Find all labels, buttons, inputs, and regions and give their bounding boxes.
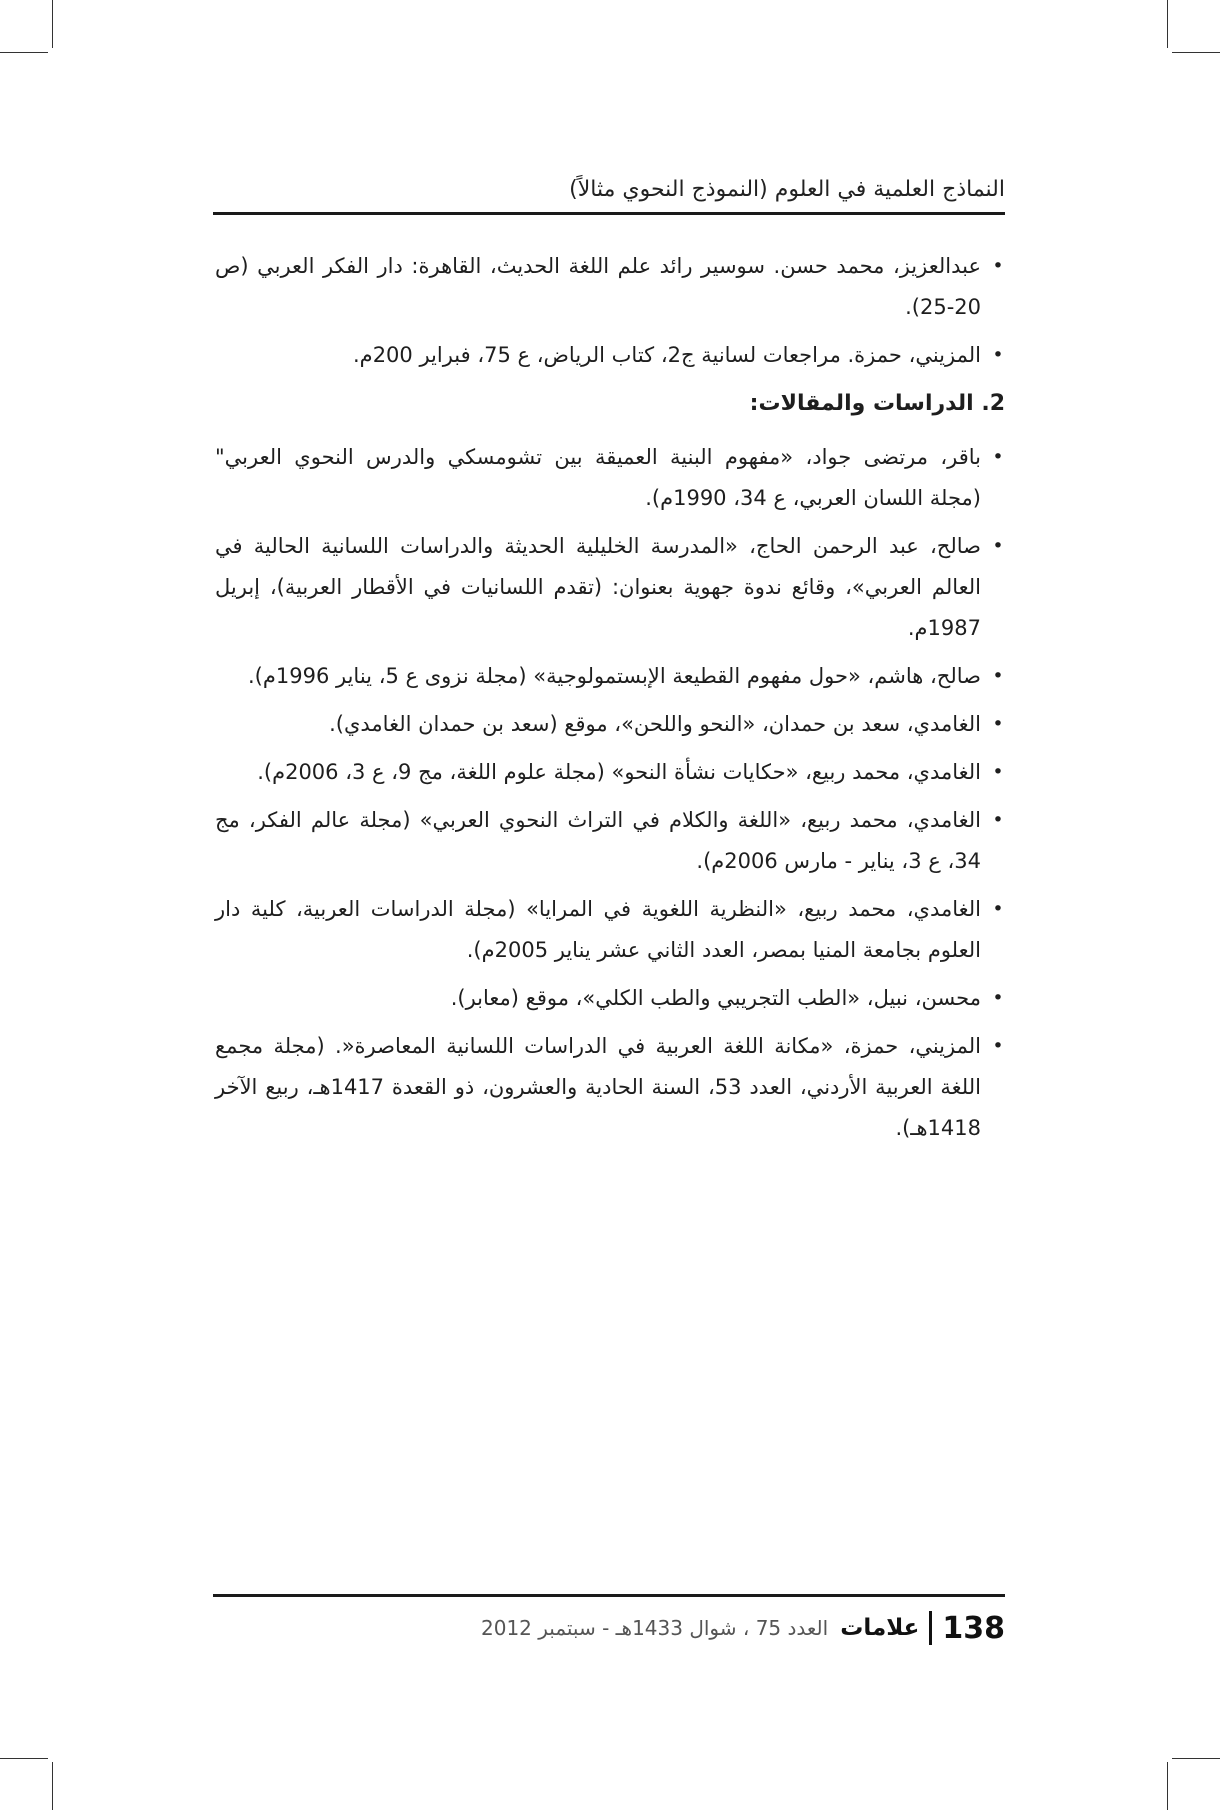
reference-text: صالح، هاشم، «حول مفهوم القطيعة الإبستمولوجية» (مجلة نزوى ع 5، يناير 1996م).	[248, 664, 981, 688]
running-head: النماذج العلمية في العلوم (النموذج النحوي مثالاً)	[569, 177, 1005, 202]
reference-entry	[215, 656, 1005, 697]
reference-entry	[215, 246, 1005, 328]
page-footer	[215, 1606, 1005, 1650]
bullet-icon: •	[992, 898, 1004, 920]
reference-text: المزيني، حمزة. مراجعات لسانية ج2، كتاب الرياض، ع 75، فبراير 200م.	[353, 343, 981, 367]
crop-mark	[52, 0, 53, 48]
bullet-icon: •	[992, 1035, 1004, 1057]
reference-entry	[215, 704, 1005, 745]
reference-text: الغامدي، محمد ربيع، «حكايات نشأة النحو» (مجلة علوم اللغة، مج 9، ع 3، 2006م).	[257, 760, 981, 784]
bullet-icon: •	[992, 987, 1004, 1009]
bullet-icon: •	[992, 255, 1004, 277]
crop-mark	[1172, 1758, 1220, 1759]
bibliography-content	[215, 246, 1005, 1156]
reference-entry	[215, 437, 1005, 519]
section-heading: 2. الدراسات والمقالات:	[749, 391, 1005, 416]
reference-text: الغامدي، محمد ربيع، «اللغة والكلام في التراث النحوي العربي» (مجلة عالم الفكر، مج 34، ع 3، يناير - مارس 2006م).	[215, 808, 981, 873]
reference-entry	[215, 1026, 1005, 1149]
reference-entry	[215, 335, 1005, 376]
reference-text: باقر، مرتضى جواد، «مفهوم البنية العميقة بين تشومسكي والدرس النحوي العربي" (مجلة اللسان العربي، ع 34، 1990م).	[215, 445, 981, 510]
bullet-icon: •	[992, 809, 1004, 831]
bullet-icon: •	[992, 344, 1004, 366]
reference-text: الغامدي، سعد بن حمدان، «النحو واللحن»، موقع (سعد بن حمدان الغامدي).	[329, 712, 981, 736]
reference-entry	[215, 752, 1005, 793]
crop-mark	[0, 1758, 48, 1759]
bullet-icon: •	[992, 761, 1004, 783]
reference-text: عبدالعزيز، محمد حسن. سوسير رائد علم اللغة الحديث، القاهرة: دار الفكر العربي (ص 20-25).	[215, 254, 981, 319]
reference-text: محسن، نبيل، «الطب التجريبي والطب الكلي»، موقع (معابر).	[450, 986, 981, 1010]
bullet-icon: •	[992, 713, 1004, 735]
crop-mark	[1172, 52, 1220, 53]
bullet-icon: •	[992, 665, 1004, 687]
reference-entry	[215, 800, 1005, 882]
footer-rule	[213, 1594, 1005, 1597]
reference-text: صالح، عبد الرحمن الحاج، «المدرسة الخليلية الحديثة والدراسات اللسانية الحالية في العالم العربي»، وقائع ندوة جهوية بعنوان: (تقدم اللسانيات في الأقطار العربية)، إبريل 1987م.	[215, 534, 981, 640]
footer-divider	[929, 1611, 932, 1645]
reference-text: المزيني، حمزة، «مكانة اللغة العربية في الدراسات اللسانية المعاصرة«. (مجلة مجمع اللغة العربية الأردني، العدد 53، السنة الحادية والعشرون، ذو القعدة 1417هـ، ربيع الآخر 1418هـ).	[215, 1034, 981, 1140]
bullet-icon: •	[992, 446, 1004, 468]
crop-mark	[52, 1762, 53, 1810]
reference-entry	[215, 978, 1005, 1019]
crop-mark	[0, 52, 48, 53]
journal-logo: علامات	[840, 1615, 920, 1641]
crop-mark	[1167, 0, 1168, 48]
header-rule	[213, 212, 1005, 215]
reference-entry	[215, 889, 1005, 971]
reference-text: الغامدي، محمد ربيع، «النظرية اللغوية في المرايا» (مجلة الدراسات العربية، كلية دار العلوم بجامعة المنيا بمصر، العدد الثاني عشر يناير 2005م).	[215, 897, 981, 962]
reference-entry	[215, 526, 1005, 649]
crop-mark	[1167, 1762, 1168, 1810]
issue-info: العدد 75 ، شوال 1433هـ - سبتمبر 2012	[481, 1616, 829, 1640]
page-number: 138	[942, 1610, 1005, 1646]
bullet-icon: •	[992, 535, 1004, 557]
